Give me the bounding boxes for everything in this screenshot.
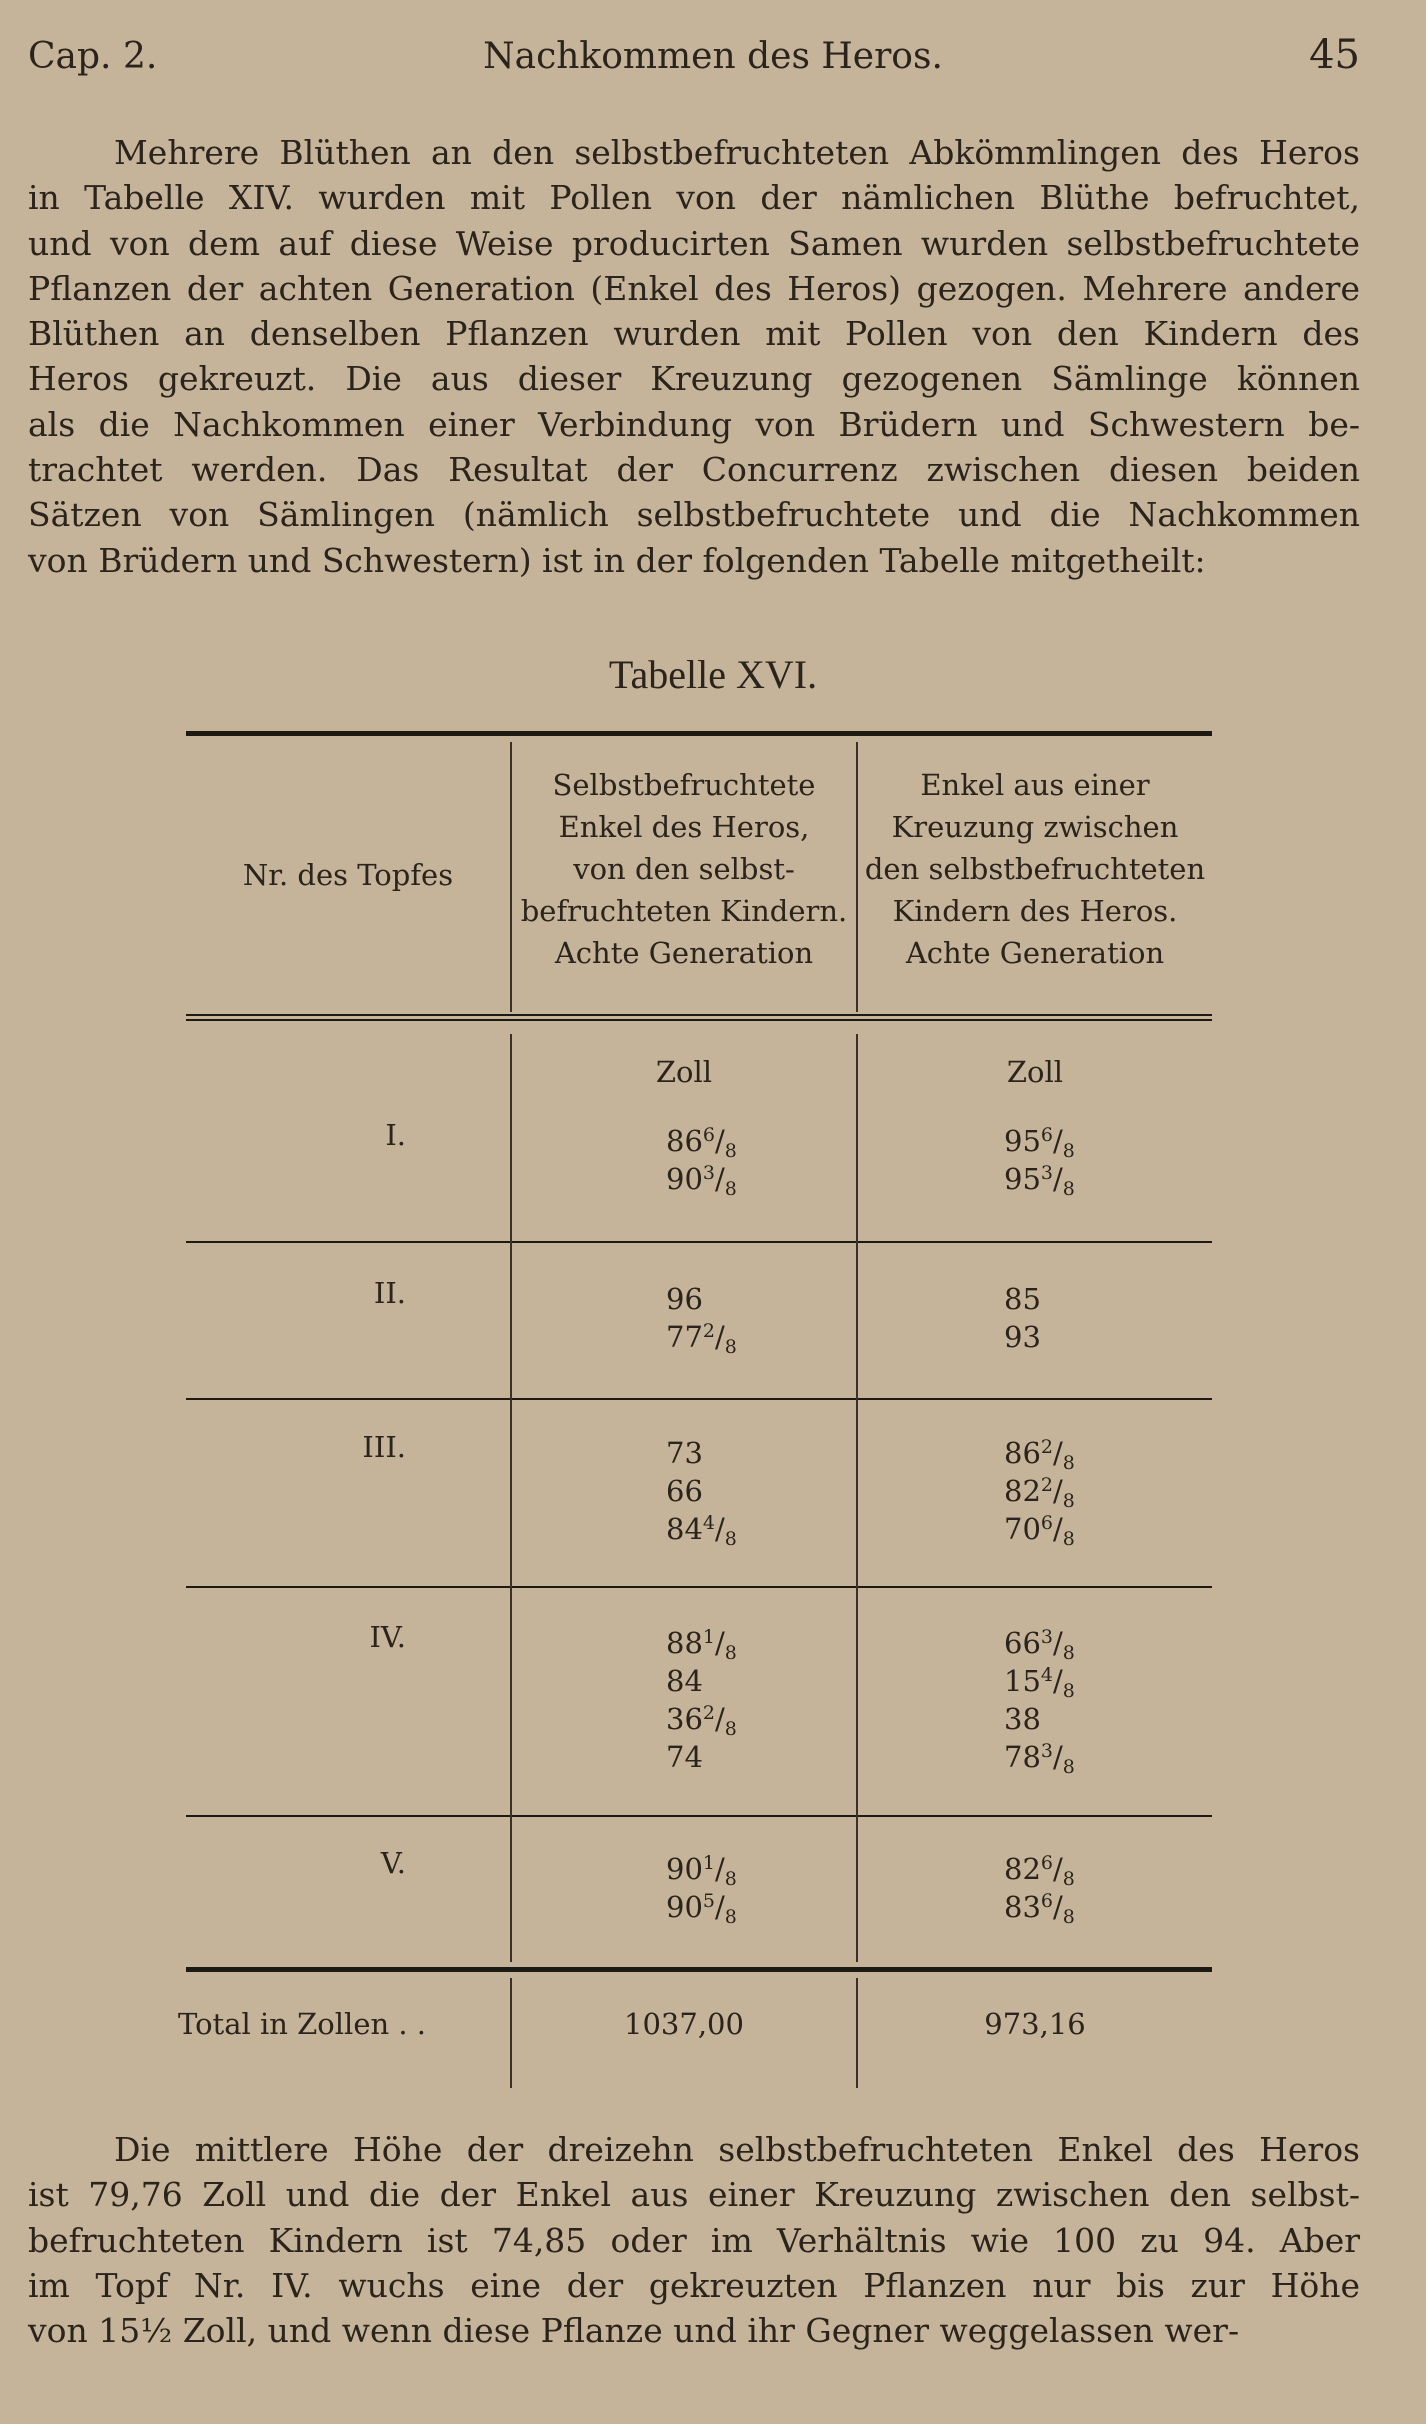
crossed-values: [1004, 1434, 1075, 1548]
fraction-slash: /: [1053, 1124, 1063, 1158]
text-line: Mehrere Blüthen an den selbstbefruchteten Abkömmlingen des Heros: [114, 133, 1360, 172]
fraction-numerator: 6: [1040, 1512, 1053, 1534]
value-whole: 83: [1004, 1890, 1041, 1924]
conclusion-paragraph: [28, 2127, 1360, 2353]
fraction-denominator: 8: [1062, 1490, 1075, 1512]
header-line: Kindern des Heros.: [892, 894, 1178, 928]
fraction-numerator: 2: [1040, 1474, 1053, 1496]
fraction-denominator: 8: [1062, 1178, 1075, 1200]
pot-number: II.: [373, 1276, 406, 1310]
fraction-slash: /: [715, 1890, 725, 1924]
value: [666, 1122, 737, 1160]
fraction-numerator: 6: [702, 1124, 715, 1146]
fraction-numerator: 5: [702, 1890, 715, 1912]
value-whole: 74: [666, 1740, 703, 1774]
self-fertilized-values: [666, 1434, 737, 1548]
value: [666, 1280, 737, 1318]
fraction-slash: /: [1053, 1512, 1063, 1546]
self-fertilized-values: [666, 1624, 737, 1776]
value: [666, 1318, 737, 1356]
fraction-numerator: 3: [1040, 1626, 1053, 1648]
fraction-slash: /: [715, 1162, 725, 1196]
fraction-numerator: 2: [1040, 1436, 1053, 1458]
fraction-denominator: 8: [724, 1718, 737, 1740]
crossed-values: [1004, 1122, 1075, 1198]
value-whole: 78: [1004, 1740, 1041, 1774]
value: [666, 1510, 737, 1548]
fraction-slash: /: [1053, 1162, 1063, 1196]
page-number: 45: [1309, 32, 1360, 78]
header-double-rule-1: [186, 1014, 1212, 1016]
value-whole: 82: [1004, 1474, 1041, 1508]
header-line: von den selbst-: [573, 852, 795, 886]
value-whole: 93: [1004, 1320, 1041, 1354]
fraction-slash: /: [715, 1124, 725, 1158]
fraction-denominator: 8: [724, 1642, 737, 1664]
text-line: von Brüdern und Schwestern) ist in der folgenden Tabelle mitgetheilt:: [28, 540, 1206, 580]
header-double-rule-2: [186, 1019, 1212, 1021]
unit-label-self: Zoll: [655, 1055, 713, 1089]
fraction-denominator: 8: [1062, 1642, 1075, 1664]
total-cross: 973,16: [984, 2007, 1086, 2041]
value: [1004, 1850, 1075, 1888]
fraction-slash: /: [1053, 1626, 1063, 1660]
fraction-numerator: 3: [1040, 1740, 1053, 1762]
running-title: Nachkommen des Heros.: [483, 36, 943, 77]
value-whole: 66: [1004, 1626, 1041, 1660]
fraction-numerator: 3: [1040, 1162, 1053, 1184]
value: [1004, 1434, 1075, 1472]
value-whole: 15: [1004, 1664, 1041, 1698]
table-title: Tabelle XVI.: [608, 652, 818, 697]
text-line: Heros gekreuzt. Die aus dieser Kreuzung gezogenen Sämlinge können: [28, 359, 1360, 399]
fraction-slash: /: [715, 1702, 725, 1736]
header-line: Selbstbefruchtete: [552, 768, 816, 802]
value-whole: 86: [666, 1124, 703, 1158]
value-whole: 84: [666, 1664, 703, 1698]
value-whole: 85: [1004, 1282, 1041, 1316]
value-whole: 70: [1004, 1512, 1041, 1546]
value-whole: 77: [666, 1320, 703, 1354]
column-divider: [856, 1034, 858, 1962]
table-top-rule: [186, 731, 1212, 736]
row-divider: [186, 1241, 1212, 1243]
value-whole: 96: [666, 1282, 703, 1316]
header-line: Enkel des Heros,: [558, 810, 810, 844]
text-line: Die mittlere Höhe der dreizehn selbstbefruchteten Enkel des Heros: [114, 2130, 1360, 2169]
fraction-denominator: 8: [1062, 1528, 1075, 1550]
self-fertilized-values: [666, 1122, 737, 1198]
value: [666, 1738, 737, 1776]
value-whole: 38: [1004, 1702, 1041, 1736]
self-fertilized-values: [666, 1850, 737, 1926]
text-line: und von dem auf diese Weise producirten Samen wurden selbstbefruchtete: [28, 223, 1360, 263]
unit-label-cross: Zoll: [1006, 1055, 1064, 1089]
crossed-values: [1004, 1850, 1075, 1926]
fraction-denominator: 8: [724, 1868, 737, 1890]
value-whole: 73: [666, 1436, 703, 1470]
running-header: [0, 30, 1426, 80]
value: [1004, 1738, 1075, 1776]
value: [666, 1434, 737, 1472]
fraction-denominator: 8: [724, 1528, 737, 1550]
fraction-numerator: 1: [702, 1626, 715, 1648]
value: [1004, 1160, 1075, 1198]
row-divider: [186, 1815, 1212, 1817]
header-line: Kreuzung zwischen: [891, 810, 1179, 844]
header-line: befruchteten Kindern.: [520, 894, 848, 928]
row-divider: [186, 1586, 1212, 1588]
value: [1004, 1318, 1041, 1356]
intro-paragraph: [28, 130, 1360, 583]
text-line: als die Nachkommen einer Verbindung von Brüdern und Schwestern be-: [28, 404, 1360, 444]
text-line: Pflanzen der achten Generation (Enkel des Heros) gezogen. Mehrere andere: [28, 268, 1360, 308]
text-line: im Topf Nr. IV. wuchs eine der gekreuzten Pflanzen nur bis zur Höhe: [28, 2265, 1360, 2305]
text-line: von 15½ Zoll, und wenn diese Pflanze und ihr Gegner weggelassen wer-: [28, 2311, 1240, 2351]
value: [1004, 1888, 1075, 1926]
column-divider: [510, 1034, 512, 1962]
fraction-slash: /: [1053, 1852, 1063, 1886]
fraction-slash: /: [1053, 1664, 1063, 1698]
text-line: trachtet werden. Das Resultat der Concurrenz zwischen diesen beiden: [28, 450, 1360, 490]
pot-number: III.: [362, 1430, 406, 1464]
value-whole: 88: [666, 1626, 703, 1660]
value: [666, 1624, 737, 1662]
fraction-denominator: 8: [1062, 1906, 1075, 1928]
value-whole: 90: [666, 1890, 703, 1924]
fraction-numerator: 6: [1040, 1890, 1053, 1912]
text-line: in Tabelle XIV. wurden mit Pollen von der nämlichen Blüthe befruchtet,: [28, 178, 1360, 218]
fraction-denominator: 8: [1062, 1868, 1075, 1890]
fraction-numerator: 2: [702, 1702, 715, 1724]
header-self-fertilized: [512, 764, 856, 974]
value-whole: 95: [1004, 1162, 1041, 1196]
text-line: befruchteten Kindern ist 74,85 oder im Verhältnis wie 100 zu 94. Aber: [28, 2220, 1360, 2260]
pot-number: I.: [385, 1118, 406, 1152]
value: [666, 1700, 737, 1738]
fraction-denominator: 8: [1062, 1680, 1075, 1702]
fraction-numerator: 1: [702, 1852, 715, 1874]
self-fertilized-values: [666, 1280, 737, 1356]
value: [1004, 1624, 1075, 1662]
fraction-slash: /: [1053, 1436, 1063, 1470]
text-line: Blüthen an denselben Pflanzen wurden mit Pollen von den Kindern des: [28, 314, 1360, 354]
fraction-denominator: 8: [724, 1906, 737, 1928]
fraction-denominator: 8: [724, 1140, 737, 1162]
fraction-slash: /: [715, 1852, 725, 1886]
value: [666, 1160, 737, 1198]
value-whole: 82: [1004, 1852, 1041, 1886]
fraction-denominator: 8: [1062, 1140, 1075, 1162]
fraction-numerator: 4: [702, 1512, 715, 1534]
chapter-label: Cap. 2.: [28, 36, 158, 77]
total-self: 1037,00: [624, 2007, 744, 2041]
fraction-slash: /: [1053, 1474, 1063, 1508]
fraction-slash: /: [715, 1320, 725, 1354]
value: [1004, 1662, 1075, 1700]
fraction-slash: /: [1053, 1890, 1063, 1924]
value: [1004, 1122, 1075, 1160]
header-crossed: [858, 764, 1212, 974]
fraction-numerator: 4: [1040, 1664, 1053, 1686]
value-whole: 36: [666, 1702, 703, 1736]
fraction-numerator: 6: [1040, 1124, 1053, 1146]
fraction-numerator: 6: [1040, 1852, 1053, 1874]
text-line: ist 79,76 Zoll und die der Enkel aus einer Kreuzung zwischen den selbst-: [28, 2175, 1360, 2215]
value: [666, 1850, 737, 1888]
crossed-values: [1004, 1280, 1041, 1356]
value: [1004, 1700, 1075, 1738]
fraction-numerator: 2: [702, 1320, 715, 1342]
value-whole: 84: [666, 1512, 703, 1546]
value: [666, 1888, 737, 1926]
header-line: Achte Generation: [554, 936, 814, 970]
value: [1004, 1472, 1075, 1510]
fraction-slash: /: [715, 1626, 725, 1660]
fraction-numerator: 3: [702, 1162, 715, 1184]
header-pot-number: Nr. des Topfes: [242, 858, 454, 892]
header-line: Enkel aus einer: [920, 768, 1150, 802]
header-line: Achte Generation: [905, 936, 1165, 970]
value: [1004, 1510, 1075, 1548]
value-whole: 90: [666, 1162, 703, 1196]
value-whole: 95: [1004, 1124, 1041, 1158]
fraction-slash: /: [715, 1512, 725, 1546]
fraction-denominator: 8: [724, 1336, 737, 1358]
value-whole: 86: [1004, 1436, 1041, 1470]
fraction-denominator: 8: [724, 1178, 737, 1200]
header-line: den selbstbefruchteten: [864, 852, 1206, 886]
value: [666, 1662, 737, 1700]
pot-number: V.: [380, 1846, 406, 1880]
pot-number: IV.: [369, 1620, 406, 1654]
row-divider: [186, 1398, 1212, 1400]
total-label: Total in Zollen . .: [178, 2007, 427, 2041]
total-rule: [186, 1967, 1212, 1972]
fraction-slash: /: [1053, 1740, 1063, 1774]
value: [666, 1472, 737, 1510]
value-whole: 66: [666, 1474, 703, 1508]
value: [1004, 1280, 1041, 1318]
crossed-values: [1004, 1624, 1075, 1776]
fraction-denominator: 8: [1062, 1756, 1075, 1778]
fraction-denominator: 8: [1062, 1452, 1075, 1474]
value-whole: 90: [666, 1852, 703, 1886]
text-line: Sätzen von Sämlingen (nämlich selbstbefruchtete und die Nachkommen: [28, 495, 1360, 535]
